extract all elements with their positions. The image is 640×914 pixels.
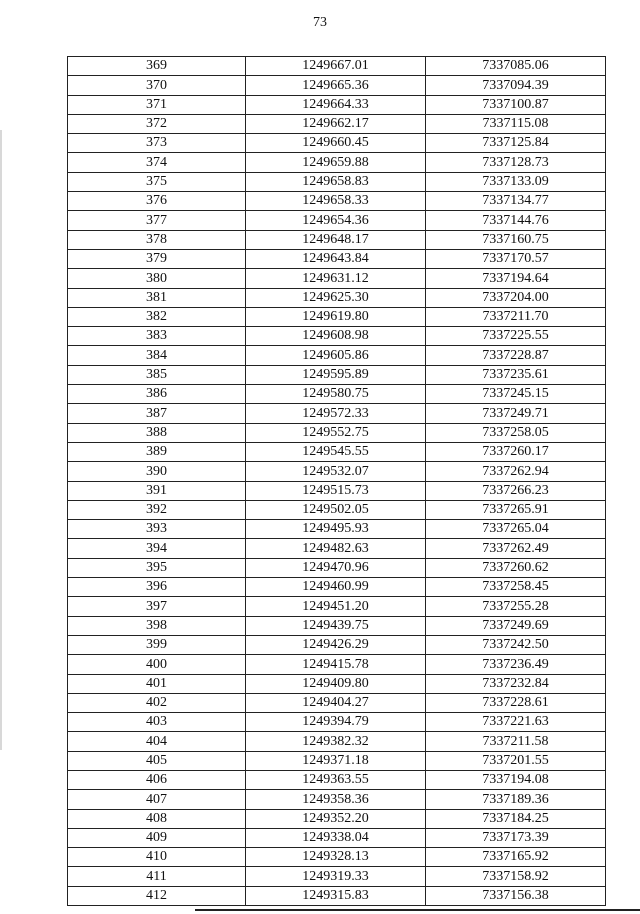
x-coordinate-cell: 1249532.07 [246, 462, 426, 481]
x-coordinate-cell: 1249328.13 [246, 848, 426, 867]
point-number-cell: 403 [68, 713, 246, 732]
x-coordinate-cell: 1249605.86 [246, 346, 426, 365]
coordinates-table [67, 56, 606, 906]
point-number-cell: 399 [68, 635, 246, 654]
y-coordinate-cell: 7337158.92 [426, 867, 606, 886]
y-coordinate-cell: 7337189.36 [426, 790, 606, 809]
point-number-cell: 378 [68, 230, 246, 249]
y-coordinate-cell: 7337094.39 [426, 76, 606, 95]
x-coordinate-cell: 1249470.96 [246, 558, 426, 577]
table-row [68, 655, 606, 674]
y-coordinate-cell: 7337194.08 [426, 770, 606, 789]
table-row [68, 134, 606, 153]
bottom-rule [195, 909, 640, 911]
x-coordinate-cell: 1249648.17 [246, 230, 426, 249]
y-coordinate-cell: 7337236.49 [426, 655, 606, 674]
table-row [68, 114, 606, 133]
x-coordinate-cell: 1249502.05 [246, 500, 426, 519]
table-row [68, 828, 606, 847]
x-coordinate-cell: 1249394.79 [246, 713, 426, 732]
table-row [68, 327, 606, 346]
x-coordinate-cell: 1249315.83 [246, 886, 426, 905]
table-row [68, 211, 606, 230]
x-coordinate-cell: 1249404.27 [246, 693, 426, 712]
point-number-cell: 412 [68, 886, 246, 905]
x-coordinate-cell: 1249665.36 [246, 76, 426, 95]
table-row [68, 230, 606, 249]
point-number-cell: 380 [68, 269, 246, 288]
y-coordinate-cell: 7337211.58 [426, 732, 606, 751]
y-coordinate-cell: 7337249.71 [426, 404, 606, 423]
point-number-cell: 383 [68, 327, 246, 346]
table-row [68, 848, 606, 867]
table-row [68, 172, 606, 191]
y-coordinate-cell: 7337249.69 [426, 616, 606, 635]
table-row [68, 500, 606, 519]
y-coordinate-cell: 7337170.57 [426, 249, 606, 268]
x-coordinate-cell: 1249352.20 [246, 809, 426, 828]
x-coordinate-cell: 1249595.89 [246, 365, 426, 384]
y-coordinate-cell: 7337245.15 [426, 385, 606, 404]
y-coordinate-cell: 7337115.08 [426, 114, 606, 133]
table-row [68, 269, 606, 288]
x-coordinate-cell: 1249319.33 [246, 867, 426, 886]
point-number-cell: 397 [68, 597, 246, 616]
table-row [68, 520, 606, 539]
y-coordinate-cell: 7337204.00 [426, 288, 606, 307]
point-number-cell: 390 [68, 462, 246, 481]
y-coordinate-cell: 7337258.45 [426, 578, 606, 597]
table-row [68, 867, 606, 886]
table-row [68, 307, 606, 326]
point-number-cell: 408 [68, 809, 246, 828]
point-number-cell: 392 [68, 500, 246, 519]
point-number-cell: 370 [68, 76, 246, 95]
table-row [68, 616, 606, 635]
table-row [68, 886, 606, 905]
y-coordinate-cell: 7337225.55 [426, 327, 606, 346]
point-number-cell: 382 [68, 307, 246, 326]
y-coordinate-cell: 7337265.91 [426, 500, 606, 519]
y-coordinate-cell: 7337156.38 [426, 886, 606, 905]
y-coordinate-cell: 7337173.39 [426, 828, 606, 847]
table-row [68, 809, 606, 828]
point-number-cell: 410 [68, 848, 246, 867]
point-number-cell: 394 [68, 539, 246, 558]
table-row [68, 539, 606, 558]
x-coordinate-cell: 1249451.20 [246, 597, 426, 616]
table-row [68, 442, 606, 461]
x-coordinate-cell: 1249660.45 [246, 134, 426, 153]
y-coordinate-cell: 7337221.63 [426, 713, 606, 732]
table-row [68, 635, 606, 654]
point-number-cell: 409 [68, 828, 246, 847]
point-number-cell: 391 [68, 481, 246, 500]
x-coordinate-cell: 1249371.18 [246, 751, 426, 770]
y-coordinate-cell: 7337194.64 [426, 269, 606, 288]
table-row [68, 597, 606, 616]
y-coordinate-cell: 7337184.25 [426, 809, 606, 828]
table-row [68, 385, 606, 404]
x-coordinate-cell: 1249625.30 [246, 288, 426, 307]
x-coordinate-cell: 1249572.33 [246, 404, 426, 423]
y-coordinate-cell: 7337165.92 [426, 848, 606, 867]
x-coordinate-cell: 1249631.12 [246, 269, 426, 288]
y-coordinate-cell: 7337211.70 [426, 307, 606, 326]
point-number-cell: 411 [68, 867, 246, 886]
point-number-cell: 374 [68, 153, 246, 172]
point-number-cell: 372 [68, 114, 246, 133]
point-number-cell: 379 [68, 249, 246, 268]
point-number-cell: 388 [68, 423, 246, 442]
x-coordinate-cell: 1249667.01 [246, 57, 426, 76]
x-coordinate-cell: 1249580.75 [246, 385, 426, 404]
table-row [68, 57, 606, 76]
table-row [68, 76, 606, 95]
x-coordinate-cell: 1249664.33 [246, 95, 426, 114]
point-number-cell: 389 [68, 442, 246, 461]
coordinates-table-body [68, 57, 606, 906]
table-row [68, 288, 606, 307]
table-row [68, 95, 606, 114]
point-number-cell: 376 [68, 192, 246, 211]
point-number-cell: 384 [68, 346, 246, 365]
table-row [68, 578, 606, 597]
point-number-cell: 371 [68, 95, 246, 114]
table-row [68, 713, 606, 732]
point-number-cell: 373 [68, 134, 246, 153]
x-coordinate-cell: 1249409.80 [246, 674, 426, 693]
point-number-cell: 385 [68, 365, 246, 384]
y-coordinate-cell: 7337260.17 [426, 442, 606, 461]
y-coordinate-cell: 7337228.61 [426, 693, 606, 712]
y-coordinate-cell: 7337242.50 [426, 635, 606, 654]
x-coordinate-cell: 1249545.55 [246, 442, 426, 461]
x-coordinate-cell: 1249495.93 [246, 520, 426, 539]
table-row [68, 732, 606, 751]
table-row [68, 558, 606, 577]
x-coordinate-cell: 1249358.36 [246, 790, 426, 809]
point-number-cell: 405 [68, 751, 246, 770]
x-coordinate-cell: 1249658.83 [246, 172, 426, 191]
point-number-cell: 393 [68, 520, 246, 539]
point-number-cell: 375 [68, 172, 246, 191]
point-number-cell: 369 [68, 57, 246, 76]
x-coordinate-cell: 1249515.73 [246, 481, 426, 500]
table-row [68, 423, 606, 442]
table-row [68, 192, 606, 211]
y-coordinate-cell: 7337266.23 [426, 481, 606, 500]
y-coordinate-cell: 7337265.04 [426, 520, 606, 539]
point-number-cell: 407 [68, 790, 246, 809]
y-coordinate-cell: 7337235.61 [426, 365, 606, 384]
x-coordinate-cell: 1249619.80 [246, 307, 426, 326]
y-coordinate-cell: 7337085.06 [426, 57, 606, 76]
y-coordinate-cell: 7337262.94 [426, 462, 606, 481]
table-row [68, 249, 606, 268]
x-coordinate-cell: 1249662.17 [246, 114, 426, 133]
point-number-cell: 396 [68, 578, 246, 597]
table-row [68, 365, 606, 384]
y-coordinate-cell: 7337100.87 [426, 95, 606, 114]
point-number-cell: 381 [68, 288, 246, 307]
table-row [68, 346, 606, 365]
x-coordinate-cell: 1249363.55 [246, 770, 426, 789]
y-coordinate-cell: 7337128.73 [426, 153, 606, 172]
page-number: 73 [313, 15, 327, 30]
table-row [68, 404, 606, 423]
table-row [68, 693, 606, 712]
table-row [68, 462, 606, 481]
x-coordinate-cell: 1249382.32 [246, 732, 426, 751]
x-coordinate-cell: 1249482.63 [246, 539, 426, 558]
x-coordinate-cell: 1249439.75 [246, 616, 426, 635]
y-coordinate-cell: 7337262.49 [426, 539, 606, 558]
table-row [68, 481, 606, 500]
point-number-cell: 402 [68, 693, 246, 712]
x-coordinate-cell: 1249659.88 [246, 153, 426, 172]
scan-edge-shadow [0, 130, 2, 750]
point-number-cell: 386 [68, 385, 246, 404]
y-coordinate-cell: 7337201.55 [426, 751, 606, 770]
y-coordinate-cell: 7337260.62 [426, 558, 606, 577]
point-number-cell: 406 [68, 770, 246, 789]
table-row [68, 153, 606, 172]
x-coordinate-cell: 1249426.29 [246, 635, 426, 654]
point-number-cell: 401 [68, 674, 246, 693]
point-number-cell: 400 [68, 655, 246, 674]
point-number-cell: 398 [68, 616, 246, 635]
table-row [68, 770, 606, 789]
y-coordinate-cell: 7337232.84 [426, 674, 606, 693]
x-coordinate-cell: 1249415.78 [246, 655, 426, 674]
x-coordinate-cell: 1249654.36 [246, 211, 426, 230]
y-coordinate-cell: 7337134.77 [426, 192, 606, 211]
y-coordinate-cell: 7337133.09 [426, 172, 606, 191]
x-coordinate-cell: 1249460.99 [246, 578, 426, 597]
table-row [68, 674, 606, 693]
x-coordinate-cell: 1249658.33 [246, 192, 426, 211]
x-coordinate-cell: 1249552.75 [246, 423, 426, 442]
y-coordinate-cell: 7337144.76 [426, 211, 606, 230]
table-row [68, 751, 606, 770]
point-number-cell: 404 [68, 732, 246, 751]
point-number-cell: 387 [68, 404, 246, 423]
point-number-cell: 377 [68, 211, 246, 230]
y-coordinate-cell: 7337228.87 [426, 346, 606, 365]
y-coordinate-cell: 7337125.84 [426, 134, 606, 153]
point-number-cell: 395 [68, 558, 246, 577]
y-coordinate-cell: 7337160.75 [426, 230, 606, 249]
x-coordinate-cell: 1249643.84 [246, 249, 426, 268]
x-coordinate-cell: 1249338.04 [246, 828, 426, 847]
y-coordinate-cell: 7337258.05 [426, 423, 606, 442]
x-coordinate-cell: 1249608.98 [246, 327, 426, 346]
y-coordinate-cell: 7337255.28 [426, 597, 606, 616]
table-row [68, 790, 606, 809]
